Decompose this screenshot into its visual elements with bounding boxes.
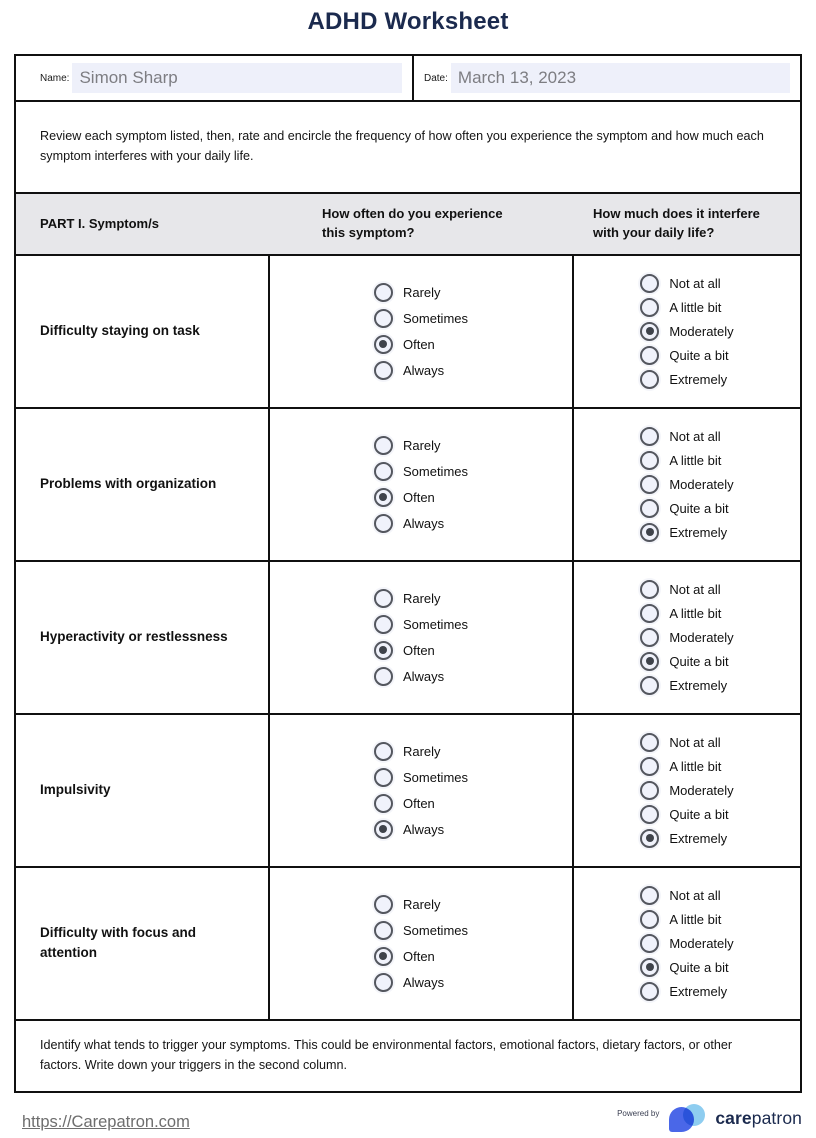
radio-option-label: Moderately <box>669 782 734 798</box>
frequency-option[interactable] <box>374 947 468 966</box>
radio-option-label: A little bit <box>669 758 722 774</box>
frequency-option[interactable] <box>374 361 468 380</box>
frequency-option[interactable] <box>374 436 468 455</box>
interference-option[interactable] <box>640 886 733 905</box>
interference-option[interactable] <box>640 580 733 599</box>
radio-icon[interactable] <box>374 283 393 302</box>
radio-option-label: Always <box>402 515 445 531</box>
radio-icon[interactable] <box>374 742 393 761</box>
radio-option-label: Extremely <box>669 677 728 693</box>
radio-option-label: Not at all <box>669 275 721 291</box>
radio-dot <box>646 528 654 536</box>
interference-option[interactable] <box>640 934 733 953</box>
page-title: ADHD Worksheet <box>307 8 509 35</box>
interference-cell <box>572 256 800 407</box>
radio-icon[interactable] <box>374 667 393 686</box>
interference-option[interactable] <box>640 475 733 494</box>
interference-cell <box>572 715 800 866</box>
radio-option-label: Moderately <box>669 323 734 339</box>
radio-dot <box>379 646 387 654</box>
radio-option-label: Often <box>402 795 435 811</box>
symptom-table-body <box>16 254 800 1019</box>
header-symptoms: PART I. Symptom/s <box>40 215 159 231</box>
interference-option[interactable] <box>640 370 733 389</box>
frequency-radio-group <box>374 742 468 839</box>
radio-option-label: Moderately <box>669 935 734 951</box>
date-cell <box>412 56 800 100</box>
name-cell <box>16 56 412 100</box>
brand-wordmark-regular: patron <box>751 1107 802 1128</box>
symptom-label: Difficulty staying on task <box>40 323 200 339</box>
frequency-radio-group <box>374 589 468 686</box>
radio-option-label: Always <box>402 974 445 990</box>
radio-option-label: A little bit <box>669 605 722 621</box>
interference-option[interactable] <box>640 757 733 776</box>
frequency-cell <box>268 562 572 713</box>
frequency-option[interactable] <box>374 488 468 507</box>
radio-icon[interactable] <box>640 982 659 1001</box>
radio-icon[interactable] <box>640 757 659 776</box>
radio-icon[interactable] <box>374 436 393 455</box>
interference-option[interactable] <box>640 604 733 623</box>
radio-option-label: Always <box>402 821 445 837</box>
radio-option-label: Quite a bit <box>669 500 729 516</box>
radio-icon[interactable] <box>640 346 659 365</box>
frequency-cell <box>268 715 572 866</box>
interference-radio-group <box>640 427 733 542</box>
radio-option-label: Moderately <box>669 476 734 492</box>
radio-icon[interactable] <box>640 934 659 953</box>
radio-icon[interactable] <box>374 921 393 940</box>
radio-icon[interactable] <box>640 475 659 494</box>
radio-icon[interactable] <box>374 895 393 914</box>
date-input[interactable]: March 13, 2023 <box>451 63 790 93</box>
frequency-option[interactable] <box>374 895 468 914</box>
radio-dot <box>646 963 654 971</box>
carepatron-logo-icon <box>669 1104 707 1132</box>
radio-option-label: Rarely <box>402 437 441 453</box>
frequency-cell <box>268 256 572 407</box>
interference-cell <box>572 868 800 1019</box>
radio-option-label: Always <box>402 362 445 378</box>
frequency-option[interactable] <box>374 309 468 328</box>
radio-icon[interactable] <box>374 589 393 608</box>
radio-selected-icon[interactable] <box>640 958 659 977</box>
radio-icon[interactable] <box>374 768 393 787</box>
radio-icon[interactable] <box>640 499 659 518</box>
header-interference: How much does it interfere with your daily life? <box>593 206 760 241</box>
interference-radio-group <box>640 733 733 848</box>
frequency-option[interactable] <box>374 283 468 302</box>
frequency-cell <box>268 409 572 560</box>
interference-option[interactable] <box>640 298 733 317</box>
radio-dot <box>646 834 654 842</box>
interference-option[interactable] <box>640 322 733 341</box>
radio-icon[interactable] <box>640 298 659 317</box>
radio-icon[interactable] <box>640 370 659 389</box>
radio-selected-icon[interactable] <box>374 641 393 660</box>
interference-option[interactable] <box>640 676 733 695</box>
logo-circle-shape <box>683 1104 705 1126</box>
radio-icon[interactable] <box>374 309 393 328</box>
radio-icon[interactable] <box>374 462 393 481</box>
radio-option-label: Often <box>402 489 435 505</box>
radio-option-label: Sometimes <box>402 463 469 479</box>
frequency-cell <box>268 868 572 1019</box>
radio-option-label: Rarely <box>402 896 441 912</box>
radio-selected-icon[interactable] <box>640 322 659 341</box>
interference-option[interactable] <box>640 274 733 293</box>
frequency-option[interactable] <box>374 462 468 481</box>
worksheet-form <box>14 54 802 1093</box>
brand-wordmark <box>715 1108 802 1129</box>
radio-option-label: A little bit <box>669 299 722 315</box>
radio-icon[interactable] <box>640 733 659 752</box>
interference-cell <box>572 409 800 560</box>
name-date-row <box>16 56 800 100</box>
radio-option-label: Not at all <box>669 887 721 903</box>
table-row <box>16 407 800 560</box>
radio-dot <box>646 657 654 665</box>
radio-option-label: Quite a bit <box>669 959 729 975</box>
radio-selected-icon[interactable] <box>374 820 393 839</box>
radio-option-label: Sometimes <box>402 922 469 938</box>
symptom-label: Problems with organization <box>40 476 217 492</box>
table-row <box>16 560 800 713</box>
carepatron-brand <box>617 1104 802 1132</box>
frequency-radio-group <box>374 895 468 992</box>
table-row <box>16 713 800 866</box>
frequency-option[interactable] <box>374 335 468 354</box>
radio-icon[interactable] <box>640 628 659 647</box>
frequency-option[interactable] <box>374 820 468 839</box>
radio-option-label: Moderately <box>669 629 734 645</box>
radio-option-label: A little bit <box>669 452 722 468</box>
frequency-option[interactable] <box>374 514 468 533</box>
interference-option[interactable] <box>640 733 733 752</box>
radio-icon[interactable] <box>640 274 659 293</box>
radio-option-label: Rarely <box>402 743 441 759</box>
radio-dot <box>379 493 387 501</box>
frequency-option[interactable] <box>374 667 468 686</box>
radio-option-label: Not at all <box>669 428 721 444</box>
radio-selected-icon[interactable] <box>640 829 659 848</box>
radio-option-label: Often <box>402 948 435 964</box>
radio-selected-icon[interactable] <box>374 335 393 354</box>
radio-option-label: A little bit <box>669 911 722 927</box>
radio-option-label: Sometimes <box>402 616 469 632</box>
frequency-option[interactable] <box>374 641 468 660</box>
table-row <box>16 254 800 407</box>
name-label: Name: <box>40 72 70 84</box>
frequency-option[interactable] <box>374 794 468 813</box>
table-header-row <box>16 192 800 254</box>
radio-option-label: Always <box>402 668 445 684</box>
symptom-label: Difficulty with focus and attention <box>40 925 197 961</box>
radio-option-label: Sometimes <box>402 769 469 785</box>
radio-option-label: Extremely <box>669 371 728 387</box>
radio-dot <box>379 825 387 833</box>
radio-icon[interactable] <box>374 794 393 813</box>
symptom-label: Impulsivity <box>40 782 111 798</box>
brand-wordmark-bold: care <box>715 1107 752 1128</box>
powered-by-label: Powered by <box>617 1108 660 1118</box>
radio-icon[interactable] <box>640 580 659 599</box>
frequency-option[interactable] <box>374 921 468 940</box>
radio-icon[interactable] <box>640 781 659 800</box>
interference-option[interactable] <box>640 805 733 824</box>
radio-option-label: Often <box>402 336 435 352</box>
trigger-note-text: Identify what tends to trigger your symptoms. This could be environmental factors, emotional factors, dietary factors, or other factors. Write down your triggers in the second column. <box>16 1019 800 1091</box>
radio-selected-icon[interactable] <box>640 523 659 542</box>
frequency-option[interactable] <box>374 615 468 634</box>
interference-radio-group <box>640 274 733 389</box>
radio-option-label: Rarely <box>402 284 441 300</box>
radio-dot <box>379 952 387 960</box>
radio-option-label: Sometimes <box>402 310 469 326</box>
radio-icon[interactable] <box>640 910 659 929</box>
frequency-option[interactable] <box>374 589 468 608</box>
radio-icon[interactable] <box>374 615 393 634</box>
interference-option[interactable] <box>640 427 733 446</box>
symptom-label: Hyperactivity or restlessness <box>40 629 228 645</box>
table-row <box>16 866 800 1019</box>
radio-option-label: Rarely <box>402 590 441 606</box>
interference-option[interactable] <box>640 958 733 977</box>
radio-dot <box>379 340 387 348</box>
interference-option[interactable] <box>640 652 733 671</box>
radio-icon[interactable] <box>374 973 393 992</box>
radio-icon[interactable] <box>374 514 393 533</box>
interference-radio-group <box>640 580 733 695</box>
radio-dot <box>646 327 654 335</box>
header-frequency: How often do you experience this symptom? <box>322 206 503 241</box>
interference-option[interactable] <box>640 523 733 542</box>
radio-option-label: Quite a bit <box>669 806 729 822</box>
radio-option-label: Extremely <box>669 524 728 540</box>
radio-icon[interactable] <box>640 886 659 905</box>
radio-option-label: Extremely <box>669 830 728 846</box>
frequency-option[interactable] <box>374 768 468 787</box>
radio-icon[interactable] <box>640 676 659 695</box>
name-input[interactable]: Simon Sharp <box>72 63 402 93</box>
interference-radio-group <box>640 886 733 1001</box>
radio-option-label: Not at all <box>669 581 721 597</box>
carepatron-link[interactable]: https://Carepatron.com <box>22 1113 190 1131</box>
radio-icon[interactable] <box>640 805 659 824</box>
radio-selected-icon[interactable] <box>374 947 393 966</box>
interference-option[interactable] <box>640 628 733 647</box>
radio-option-label: Extremely <box>669 983 728 999</box>
radio-icon[interactable] <box>640 427 659 446</box>
interference-option[interactable] <box>640 499 733 518</box>
interference-option[interactable] <box>640 781 733 800</box>
frequency-option[interactable] <box>374 742 468 761</box>
frequency-radio-group <box>374 283 468 380</box>
frequency-radio-group <box>374 436 468 533</box>
interference-option[interactable] <box>640 346 733 365</box>
radio-option-label: Not at all <box>669 734 721 750</box>
footer <box>0 1104 816 1138</box>
radio-option-label: Quite a bit <box>669 347 729 363</box>
frequency-option[interactable] <box>374 973 468 992</box>
radio-selected-icon[interactable] <box>374 488 393 507</box>
radio-option-label: Quite a bit <box>669 653 729 669</box>
date-label: Date: <box>424 72 448 84</box>
radio-icon[interactable] <box>640 451 659 470</box>
radio-icon[interactable] <box>374 361 393 380</box>
radio-selected-icon[interactable] <box>640 652 659 671</box>
radio-option-label: Often <box>402 642 435 658</box>
interference-option[interactable] <box>640 451 733 470</box>
interference-cell <box>572 562 800 713</box>
interference-option[interactable] <box>640 910 733 929</box>
radio-icon[interactable] <box>640 604 659 623</box>
interference-option[interactable] <box>640 829 733 848</box>
instructions-text: Review each symptom listed, then, rate and encircle the frequency of how often you experience the symptom and how much each symptom interferes with your daily life. <box>16 100 800 192</box>
interference-option[interactable] <box>640 982 733 1001</box>
